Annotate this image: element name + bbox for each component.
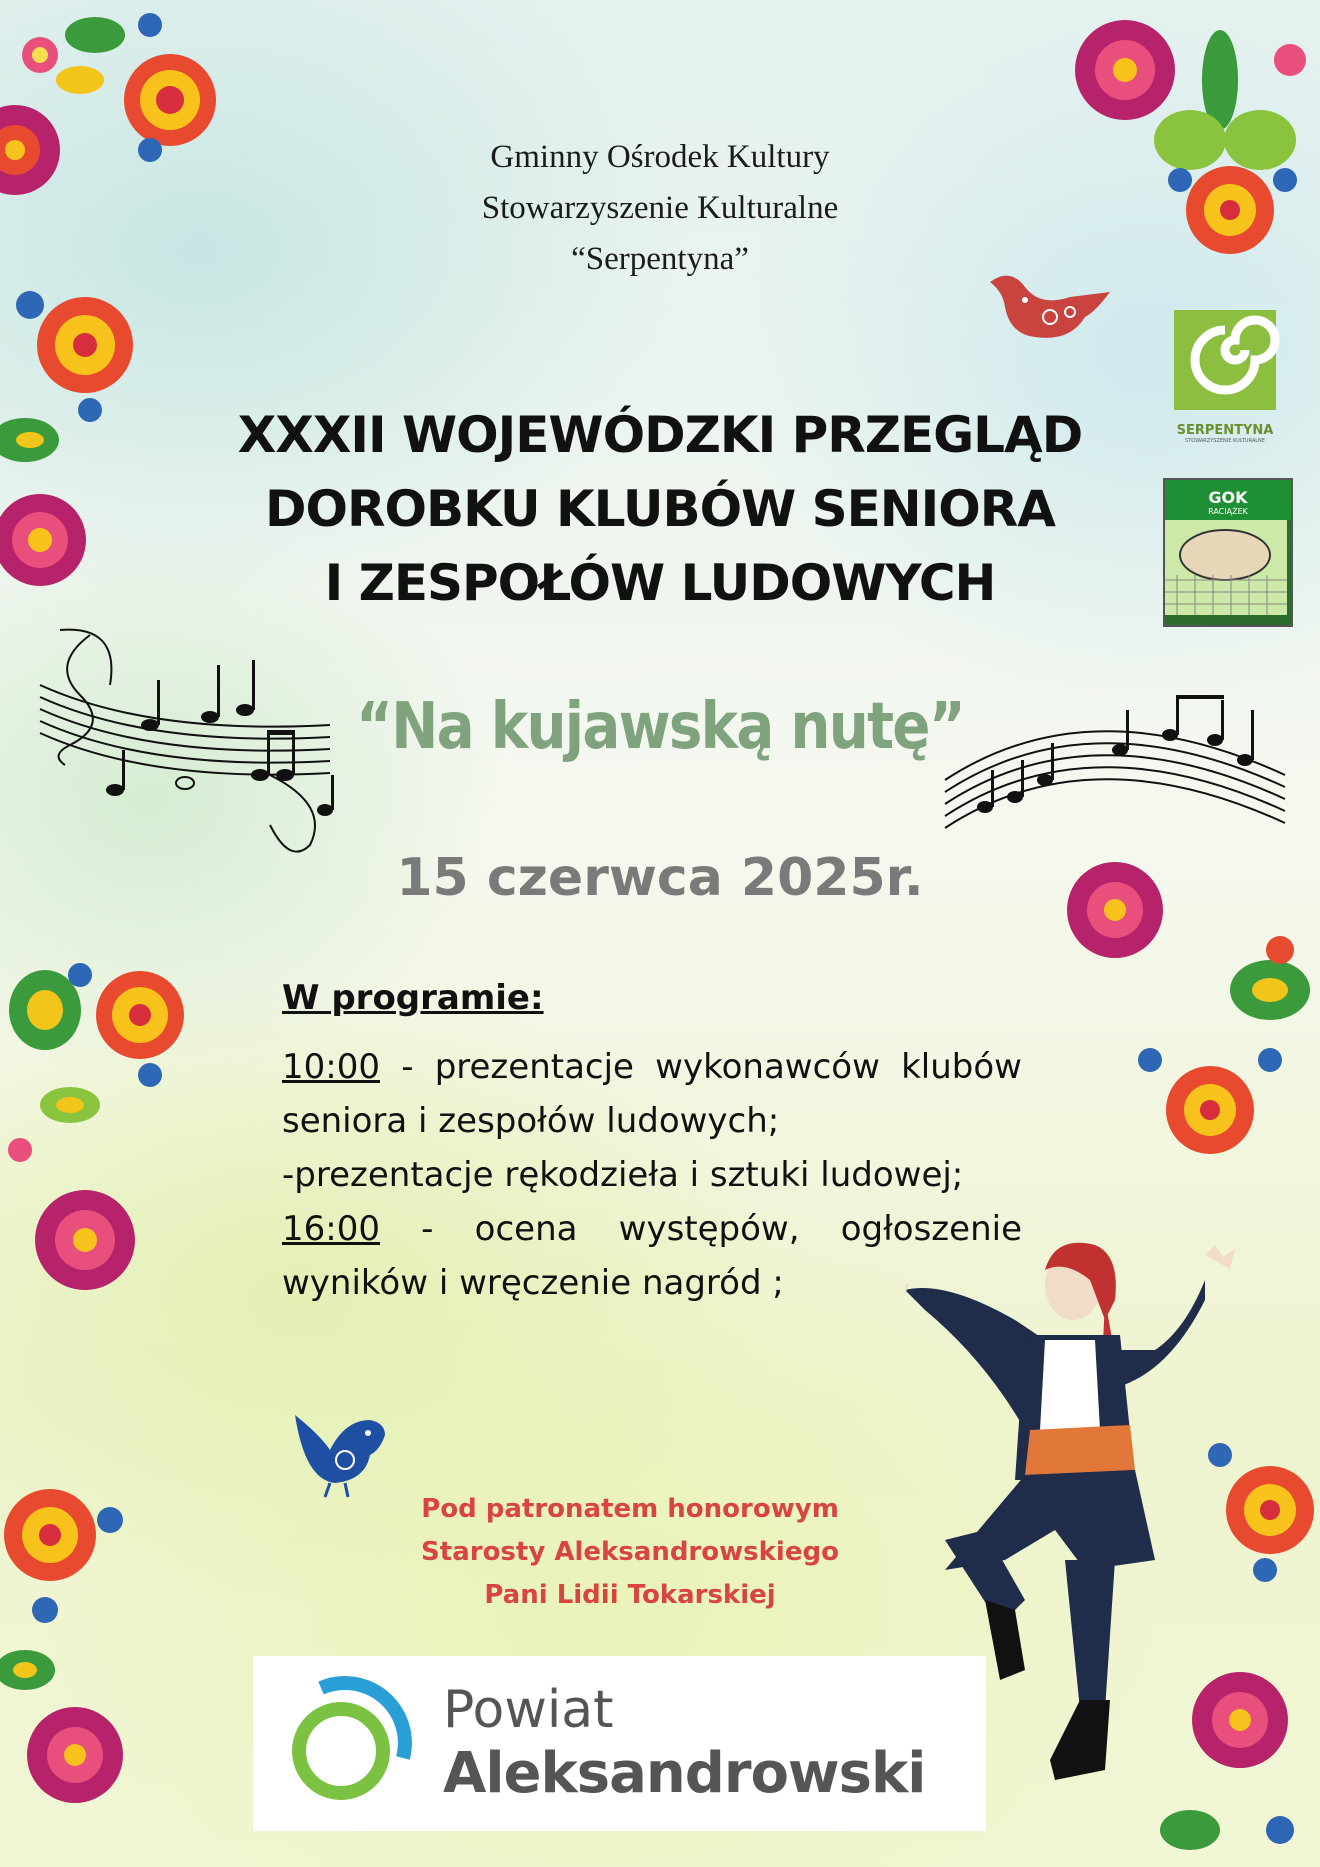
powiat-aleksandrowski-logo: [253, 1656, 986, 1831]
program-item-1: [282, 1040, 1022, 1148]
organizer-line-2: Stowarzyszenie Kulturalne: [481, 190, 839, 226]
powiat-ring-icon: [281, 1676, 421, 1811]
blue-folk-bird-icon: [290, 1405, 390, 1500]
program-item-3-time: 16:00: [282, 1209, 380, 1249]
program-item-1-text: - prezentacje wykonawców klubów seniora i zespołów ludowych;: [282, 1047, 1022, 1141]
patronage-line-2: Starosty Aleksandrowskiego: [421, 1537, 839, 1567]
program-heading: W programie:: [282, 978, 544, 1018]
program-item-2: -prezentacje rękodzieła i sztuki ludowej;: [282, 1155, 964, 1195]
red-folk-bird-icon: [985, 262, 1115, 352]
powiat-logo-line-2: Aleksandrowski: [443, 1741, 926, 1806]
serpentyna-spiral-icon: [1170, 310, 1280, 410]
gok-logo-name: GOK: [1165, 480, 1291, 507]
serpentyna-logo-name: SERPENTYNA: [1176, 423, 1274, 438]
patronage-line-3: Pani Lidii Tokarskiej: [484, 1580, 776, 1610]
organizer-line-1: Gminny Ośrodek Kultury: [490, 139, 830, 175]
program-item-1-time: 10:00: [282, 1047, 380, 1087]
powiat-logo-text: [443, 1678, 925, 1806]
powiat-logo-line-1: Powiat: [443, 1680, 614, 1740]
serpentyna-logo: [1170, 310, 1280, 450]
gok-logo: [1163, 478, 1293, 627]
event-title-line-2: DOROBKU KLUBÓW SENIORA: [265, 480, 1055, 538]
gok-hands-icon: [1165, 520, 1287, 615]
organizer-line-3: “Serpentyna”: [571, 241, 749, 277]
gok-logo-subtitle: RACIĄŻEK: [1165, 507, 1291, 520]
event-title-line-3: I ZESPOŁÓW LUDOWYCH: [324, 554, 996, 612]
patronage-line-1: Pod patronatem honorowym: [421, 1494, 839, 1524]
event-title-line-1: XXXII WOJEWÓDZKI PRZEGLĄD: [237, 406, 1083, 464]
event-subtitle: “Na kujawską nutę”: [356, 690, 964, 764]
program-item-3-text: - ocena występów, ogłoszenie wyników i wręczenie nagród ;: [282, 1209, 1022, 1303]
serpentyna-logo-subtitle: STOWARZYSZENIE KULTURALNE: [1185, 438, 1265, 444]
event-date: 15 czerwca 2025r.: [396, 848, 924, 908]
